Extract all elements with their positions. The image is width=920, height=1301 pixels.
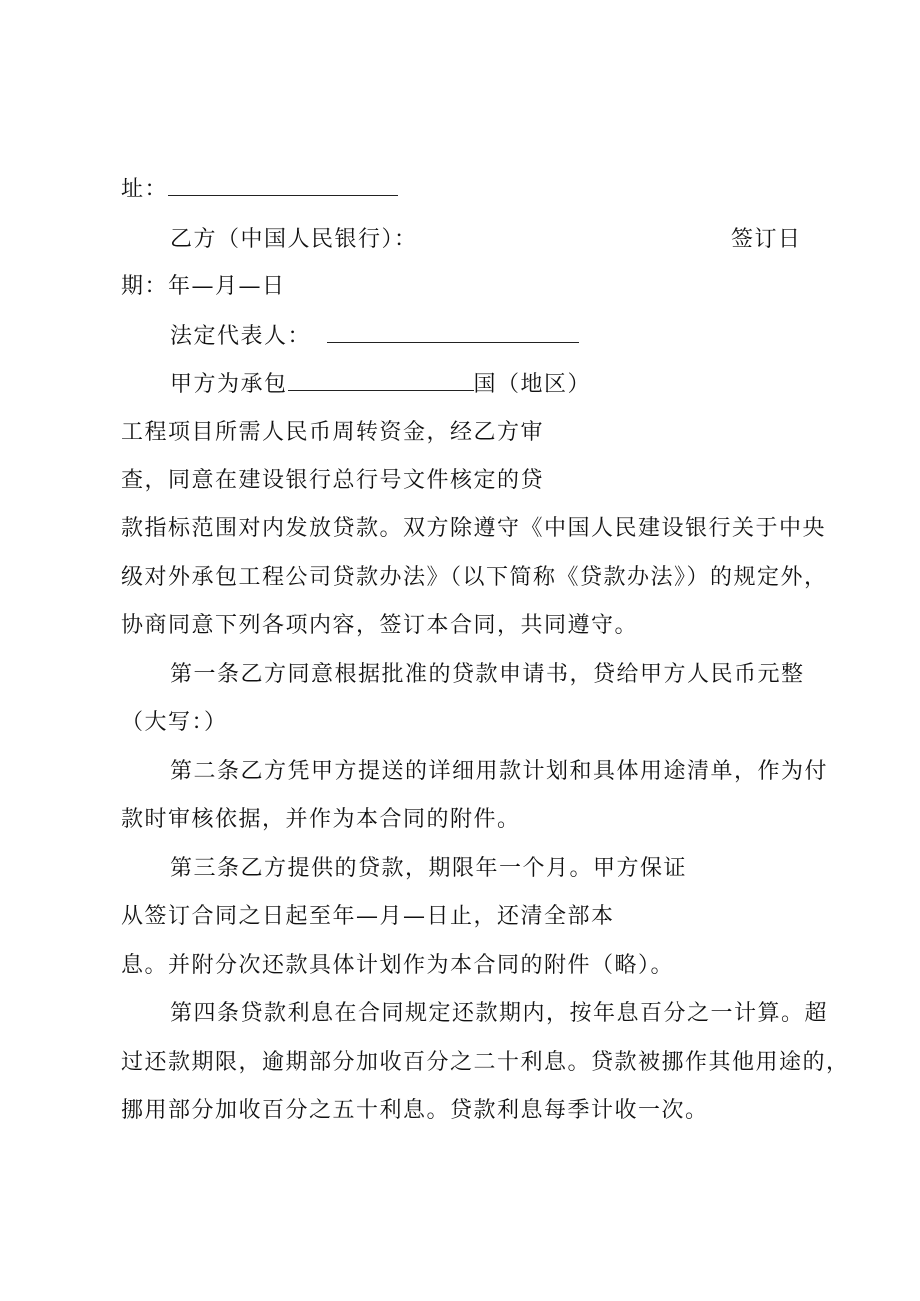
article-3-line: 从签订合同之日起至年—月—日止，还清全部本 (121, 904, 615, 929)
intro-lead-line (170, 370, 591, 400)
article-3-line: 第三条乙方提供的贷款，期限年一个月。甲方保证 (170, 856, 688, 881)
article-4-line: 过还款期限，逾期部分加收百分之二十利息。贷款被挪作其他用途的， (121, 1050, 850, 1075)
project-blank (288, 372, 474, 391)
address-label: 址： (121, 177, 169, 202)
intro-line: 协商同意下列各项内容，签订本合同，共同遵守。 (121, 613, 639, 638)
legal-rep-label: 法定代表人： (170, 324, 312, 349)
legal-rep-blank (327, 324, 579, 343)
sign-date-value: 年—月—日 (168, 274, 286, 299)
intro-line: 款指标范围对内发放贷款。双方除遵守《中国人民建设银行关于中央 (121, 516, 827, 541)
intro-line: 工程项目所需人民币周转资金，经乙方审 (121, 420, 545, 445)
article-2-line: 第二条乙方凭甲方提送的详细用款计划和具体用途清单，作为付 (170, 759, 829, 784)
sign-date-line (121, 272, 286, 302)
intro-line: 级对外承包工程公司贷款办法》（以下简称《贷款办法》）的规定外， (121, 565, 828, 590)
legal-rep-line (170, 322, 579, 352)
article-4-line: 挪用部分加收百分之五十利息。贷款利息每季计收一次。 (121, 1098, 709, 1123)
address-blank (168, 177, 398, 196)
party-b-label: 乙方（中国人民银行）： (170, 227, 418, 252)
article-1-line: 第一条乙方同意根据批准的贷款申请书，贷给甲方人民币元整 (170, 662, 805, 687)
address-line (121, 175, 398, 205)
article-4-line: 第四条贷款利息在合同规定还款期内，按年息百分之一计算。超 (170, 1001, 829, 1026)
article-1-line: （大写：） (121, 710, 228, 735)
article-3-line: 息。并附分次还款具体计划作为本合同的附件（略）。 (121, 953, 675, 978)
article-2-line: 款时审核依据，并作为本合同的附件。 (121, 807, 521, 832)
sign-date-label-start: 签订日 (731, 227, 802, 252)
intro-country-suffix: 国（地区） (473, 372, 592, 397)
intro-lead: 甲方为承包 (170, 372, 288, 397)
intro-line: 查，同意在建设银行总行号文件核定的贷 (121, 468, 545, 493)
sign-date-label-end: 期： (121, 274, 169, 299)
